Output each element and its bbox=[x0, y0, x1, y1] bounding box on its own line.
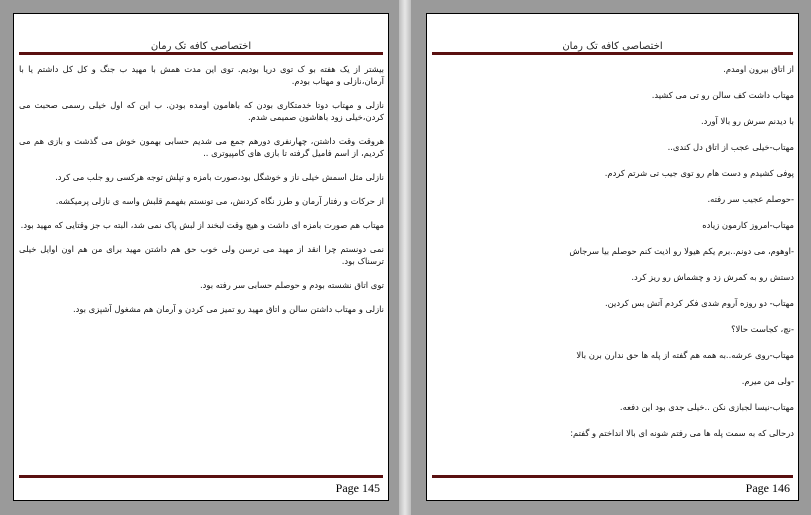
paragraph: مهتاب-امروز کارمون زیاده bbox=[702, 220, 794, 230]
paragraph: با دیدنم سرش رو بالا آورد. bbox=[701, 116, 794, 126]
page-left bbox=[13, 13, 389, 501]
paragraph: نازلی و مهتاب داشتن سالن و اتاق مهید رو تمیز می کردن و آرمان هم مشغول آشپزی بود. bbox=[72, 304, 384, 314]
paragraph: دستش رو به کمرش زد و چشماش رو ریز کرد. bbox=[631, 272, 794, 282]
page-right bbox=[426, 13, 799, 501]
paragraph: از حرکات و رفتار آرمان و طرز نگاه کردنش، می تونستم بفهمم قلبش واسه ی نازلی پرمیکشه. bbox=[55, 196, 384, 206]
page-body bbox=[432, 63, 794, 453]
paragraph: پوفی کشیدم و دست هام رو توی جیب تی شرتم کردم. bbox=[604, 168, 794, 178]
page-header: اختصاصی کافه تک رمان bbox=[562, 41, 663, 52]
paragraph: مهتاب-نیسا لجبازی نکن ..خیلی جدی بود این دفعه. bbox=[619, 402, 794, 412]
page-gutter bbox=[399, 0, 411, 515]
paragraph: مهتاب-خیلی عجب از اتاق دل کندی.. bbox=[667, 142, 794, 152]
paragraph: مهتاب هم صورت بامزه ای داشت و هیچ وقت لبخند از لبش پاک نمی شد، البته ب جز وقتایی که مهید بود. bbox=[20, 220, 384, 230]
paragraph: مهتاب داشت کف سالن رو تی می کشید. bbox=[651, 90, 794, 100]
footer-rule bbox=[19, 475, 383, 478]
paragraph: -نچ، کجاست حالا؟ bbox=[731, 324, 794, 334]
page-header: اختصاصی کافه تک رمان bbox=[150, 41, 252, 52]
header-rule bbox=[19, 52, 383, 55]
paragraph: نازلی و مهتاب دوتا خدمتکاری بودن که باهامون اومده بودن. ب این که اول خیلی رسمی صحبت می کردن،خیلی زود باهاشون صمیمی شدم. bbox=[19, 100, 384, 122]
header-rule bbox=[432, 52, 793, 55]
paragraph: -ولی من میرم. bbox=[741, 376, 794, 386]
paragraph: -حوصلم عجیب سر رفته. bbox=[707, 194, 794, 204]
paragraph: هروقت وقت داشتن، چهارنفری دورهم جمع می شدیم حسابی بهمون خوش می گذشت و بازی هم می کردیم، از اسم فامیل گرفته تا بازی های کامپیوتری .. bbox=[19, 136, 384, 158]
page-number: Page 145 bbox=[335, 481, 380, 495]
paragraph: توی اتاق نشسته بودم و حوصلم حسابی سر رفته بود. bbox=[199, 280, 384, 290]
paragraph: نمی دونستم چرا انقد از مهید می ترسن ولی خوب حق هم داشتن مهید برای من هم اون اوایل خیلی ترسناک بود. bbox=[19, 244, 384, 266]
paragraph: مهتاب- دو روزه آروم شدی فکر کردم آتش بس کردین. bbox=[605, 298, 794, 308]
paragraph: -اوهوم، می دونم..برم یکم هیولا رو اذیت کنم حوصلم بیا سرجاش bbox=[569, 246, 794, 256]
footer-rule bbox=[432, 475, 793, 478]
paragraph: نازلی مثل اسمش خیلی ناز و خوشگل بود،صورت بامزه و تپلش توجه هرکسی رو جلب می کرد. bbox=[55, 172, 384, 182]
paragraph: بیشتر از یک هفته بو ک توی دریا بودیم. توی این مدت همش با مهید ب جنگ و کل کل داشتم یا با آرمان،نازلی و مهتاب بودم. bbox=[19, 64, 384, 86]
paragraph: از اتاق بیرون اومدم. bbox=[723, 64, 794, 74]
page-number: Page 146 bbox=[745, 481, 790, 495]
paragraph: مهتاب-روی عرشه..به همه هم گفته از پله ها حق ندارن برن بالا bbox=[576, 350, 794, 360]
page-body bbox=[19, 63, 384, 327]
paragraph: درحالی که به سمت پله ها می رفتم شونه ای بالا انداختم و گفتم: bbox=[570, 428, 794, 438]
